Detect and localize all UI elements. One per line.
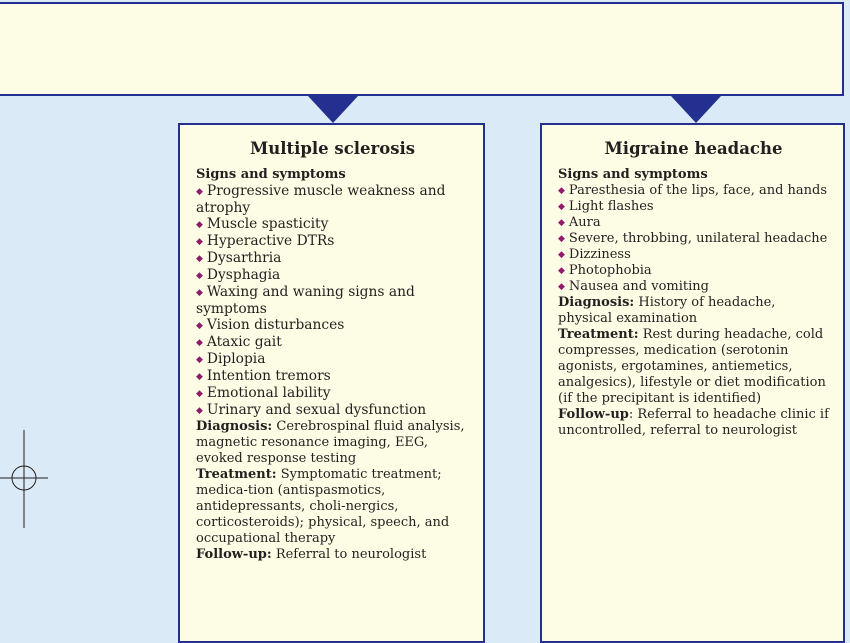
symptom-item xyxy=(196,334,469,351)
followup-text: Referral to neurologist xyxy=(275,547,427,562)
panel-title: Multiple sclerosis xyxy=(249,139,416,158)
symptom-text: Light flashes xyxy=(568,199,654,214)
diamond-bullet-icon: ◆ xyxy=(558,202,565,212)
followup-label: Follow-up: xyxy=(196,547,272,562)
signs-list xyxy=(196,183,469,419)
diamond-bullet-icon: ◆ xyxy=(196,372,203,382)
diamond-bullet-icon: ◆ xyxy=(196,406,203,416)
symptom-text: Vision disturbances xyxy=(206,317,345,333)
symptom-item xyxy=(558,199,829,215)
symptom-item xyxy=(196,284,469,317)
diamond-bullet-icon: ◆ xyxy=(196,271,203,281)
symptom-item xyxy=(196,267,469,284)
symptom-item xyxy=(196,385,469,402)
diagnosis-text: Cerebrospinal fluid analysis, magnetic resonance imaging, EEG, evoked response testing xyxy=(196,419,465,466)
signs-heading: Signs and symptoms xyxy=(196,167,346,182)
symptom-text: Aura xyxy=(568,215,601,230)
symptom-text: Photophobia xyxy=(568,263,652,278)
diagnosis-text: History of headache, physical examination xyxy=(558,295,776,326)
symptom-item xyxy=(558,279,829,295)
diamond-bullet-icon: ◆ xyxy=(558,250,565,260)
symptom-text: Progressive muscle weakness and atrophy xyxy=(196,183,446,216)
symptom-item xyxy=(196,402,469,419)
diamond-bullet-icon: ◆ xyxy=(558,266,565,276)
symptom-item xyxy=(558,183,829,199)
diamond-bullet-icon: ◆ xyxy=(196,254,203,264)
symptom-text: Paresthesia of the lips, face, and hands xyxy=(568,183,828,198)
diagnosis-label: Diagnosis: xyxy=(196,419,273,434)
arrow-down-icon xyxy=(671,96,721,123)
symptom-item xyxy=(196,250,469,267)
symptom-text: Severe, throbbing, unilateral headache xyxy=(568,231,828,246)
treatment-paragraph xyxy=(196,467,469,547)
multiple-sclerosis-panel xyxy=(178,123,485,643)
treatment-text: Rest during headache, cold compresses, medication (serotonin agonists, ergotamines, antiemetics, analgesics), lifestyle or diet modification (if the precipitant is identified) xyxy=(558,327,826,406)
followup-label: Follow-up xyxy=(558,407,629,422)
diamond-bullet-icon: ◆ xyxy=(558,234,565,244)
followup-paragraph xyxy=(558,407,829,439)
symptom-item xyxy=(196,216,469,233)
followup-paragraph xyxy=(196,547,469,563)
arrow-down-icon xyxy=(308,96,358,123)
diamond-bullet-icon: ◆ xyxy=(196,338,203,348)
symptom-item xyxy=(196,351,469,368)
symptom-text: Urinary and sexual dysfunction xyxy=(206,402,427,418)
symptom-item xyxy=(558,231,829,247)
symptom-item xyxy=(558,247,829,263)
symptom-item xyxy=(196,233,469,250)
diamond-bullet-icon: ◆ xyxy=(196,237,203,247)
panel-title: Migraine headache xyxy=(604,139,783,158)
symptom-text: Muscle spasticity xyxy=(206,216,329,232)
followup-text: : Referral to headache clinic if uncontrolled, referral to neurologist xyxy=(558,407,829,438)
symptom-item xyxy=(558,263,829,279)
diamond-bullet-icon: ◆ xyxy=(558,218,565,228)
crosshair-icon xyxy=(0,430,50,530)
diamond-bullet-icon: ◆ xyxy=(196,389,203,399)
symptom-item xyxy=(196,368,469,385)
treatment-label: Treatment: xyxy=(558,327,639,342)
diagnosis-paragraph xyxy=(196,419,469,467)
symptom-text: Waxing and waning signs and symptoms xyxy=(196,284,415,317)
diagnosis-paragraph xyxy=(558,295,829,327)
symptom-text: Intention tremors xyxy=(206,368,331,384)
diamond-bullet-icon: ◆ xyxy=(196,355,203,365)
symptom-item xyxy=(558,215,829,231)
symptom-text: Dysarthria xyxy=(206,250,282,266)
signs-list xyxy=(558,183,829,295)
symptom-text: Emotional lability xyxy=(206,385,331,401)
diamond-bullet-icon: ◆ xyxy=(196,288,203,298)
treatment-paragraph xyxy=(558,327,829,407)
symptom-text: Dysphagia xyxy=(206,267,281,283)
diamond-bullet-icon: ◆ xyxy=(558,186,565,196)
symptom-text: Nausea and vomiting xyxy=(568,279,709,294)
treatment-label: Treatment: xyxy=(196,467,277,482)
treatment-text: Symptomatic treatment; medica-tion (antispasmotics, antidepressants, choli-nergics, corticosteroids); physical, speech, and occupational therapy xyxy=(196,467,450,546)
migraine-headache-panel xyxy=(540,123,845,643)
symptom-item xyxy=(196,317,469,334)
diamond-bullet-icon: ◆ xyxy=(196,187,203,197)
diamond-bullet-icon: ◆ xyxy=(558,282,565,292)
symptom-item xyxy=(196,183,469,216)
signs-heading: Signs and symptoms xyxy=(558,167,708,182)
symptom-text: Dizziness xyxy=(568,247,631,262)
symptom-text: Hyperactive DTRs xyxy=(206,233,335,249)
symptom-text: Diplopia xyxy=(206,351,266,367)
diagnosis-label: Diagnosis: xyxy=(558,295,635,310)
top-banner-box xyxy=(0,2,844,96)
symptom-text: Ataxic gait xyxy=(206,334,282,350)
diamond-bullet-icon: ◆ xyxy=(196,321,203,331)
diamond-bullet-icon: ◆ xyxy=(196,220,203,230)
